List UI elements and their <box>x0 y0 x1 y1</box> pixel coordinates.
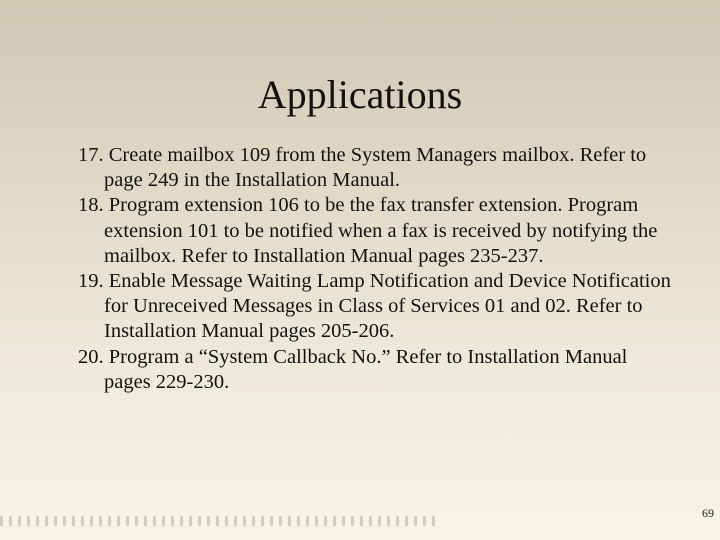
step-18: 18. Program extension 106 to be the fax transfer extension. Program extension 101 to be notified when a fax is received by notifying the mailbox. Refer to Installation Manual pages 235-237. <box>78 194 658 267</box>
step-19: 19. Enable Message Waiting Lamp Notification and Device Notification for Unreceived Messages in Class of Services 01 and 02. Refer to Installation Manual pages 205-206. <box>78 270 671 343</box>
step-20: 20. Program a “System Callback No.” Refer to Installation Manual pages 229-230. <box>78 345 628 393</box>
step-17: 17. Create mailbox 109 from the System Managers mailbox. Refer to page 249 in the Installation Manual. <box>78 144 647 192</box>
page-number: 69 <box>702 506 714 520</box>
slide-title: Applications <box>257 72 463 117</box>
decorative-footer-strip <box>0 516 440 526</box>
application-steps-list <box>78 143 678 395</box>
